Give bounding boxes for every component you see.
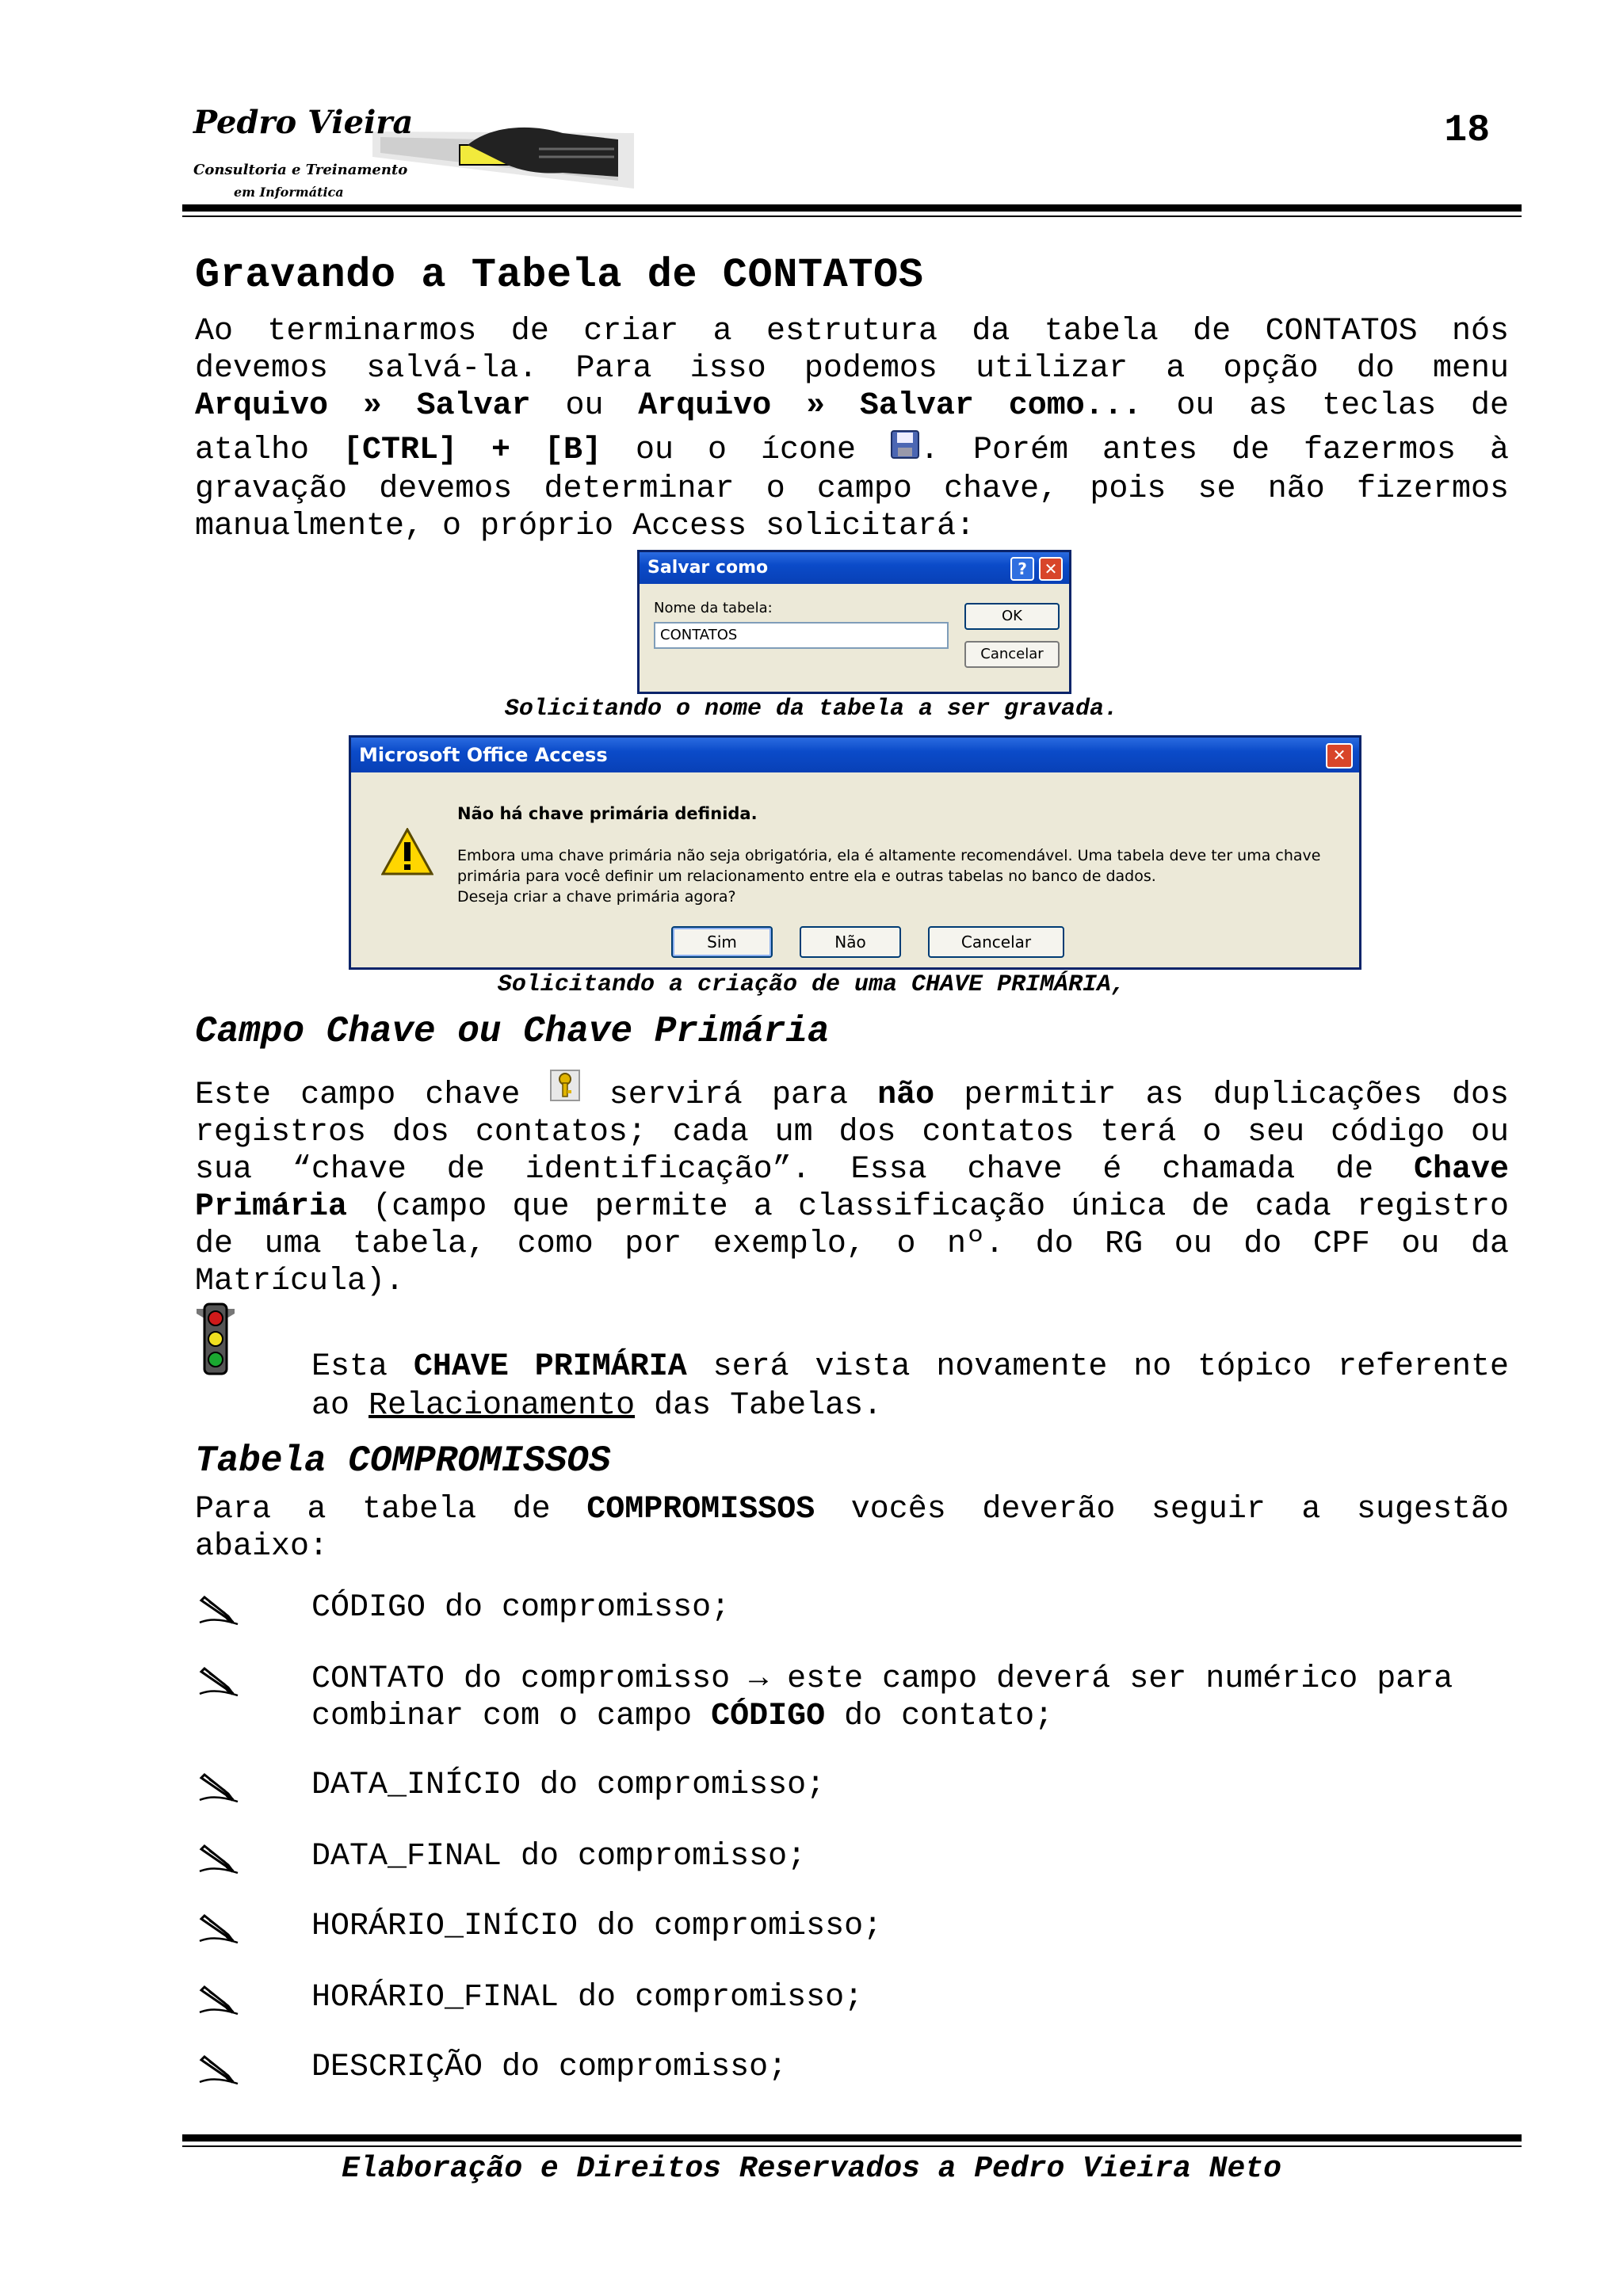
save-as-dialog bbox=[637, 550, 1071, 694]
list-item: DATA_INÍCIO do compromisso; bbox=[311, 1768, 826, 1803]
yes-button[interactable]: Sim bbox=[671, 926, 773, 958]
relationship-link[interactable]: Relacionamento bbox=[369, 1388, 636, 1424]
header-rule-thin bbox=[182, 215, 1522, 217]
section-title-gravando: Gravando a Tabela de CONTATOS bbox=[195, 252, 924, 299]
dialog-title-bar bbox=[351, 738, 1359, 772]
close-button[interactable]: ✕ bbox=[1039, 557, 1063, 581]
dialog-title: Salvar como bbox=[647, 558, 769, 578]
arrow-icon: → bbox=[749, 1661, 769, 1697]
paragraph-campo-chave bbox=[195, 1070, 1509, 1300]
primary-key-icon bbox=[550, 1070, 580, 1112]
writing-hand-icon bbox=[198, 1984, 239, 2016]
caption-save-dialog: Solicitando o nome da tabela a ser gravada. bbox=[504, 696, 1119, 723]
footer-rule-thin bbox=[182, 2145, 1522, 2147]
text-line: devemos salvá-la. Para isso podemos utilizar a opção do menu bbox=[195, 351, 1509, 387]
paragraph-compromissos bbox=[195, 1491, 1509, 1566]
company-logo bbox=[190, 101, 634, 204]
text-line: manualmente, o próprio Access solicitará: bbox=[195, 509, 976, 544]
writing-hand-icon bbox=[198, 1913, 239, 1944]
list-item: HORÁRIO_INÍCIO do compromisso; bbox=[311, 1909, 883, 1944]
logo-name: Pedro Vieira bbox=[193, 104, 414, 141]
list-item: CONTATO do compromisso → este campo deverá ser numérico para combinar com o campo CÓDIGO do contato; bbox=[311, 1661, 1453, 1734]
dialog-body-line: primária para você definir um relacionamento entre ela e outras tabelas no banco de dados. bbox=[457, 868, 1156, 885]
paragraph-gravando bbox=[195, 313, 1509, 545]
close-button[interactable]: ✕ bbox=[1326, 743, 1353, 769]
text-line: gravação devemos determinar o campo chave, pois se não fizermos bbox=[195, 471, 1509, 507]
writing-hand-icon bbox=[198, 1843, 239, 1875]
text-line: Primária (campo que permite a classificação única de cada registro bbox=[195, 1189, 1509, 1225]
list-item: DATA_FINAL do compromisso; bbox=[311, 1839, 807, 1875]
text-line: Arquivo » Salvar ou Arquivo » Salvar como... ou as teclas de bbox=[195, 388, 1509, 424]
footer-rule bbox=[182, 2134, 1522, 2142]
header-rule bbox=[182, 204, 1522, 212]
text-line: Para a tabela de COMPROMISSOS vocês deverão seguir a sugestão bbox=[195, 1492, 1509, 1527]
cancel-button[interactable]: Cancelar bbox=[964, 641, 1060, 668]
writing-hand-icon bbox=[198, 1594, 239, 1626]
warning-icon bbox=[381, 828, 433, 879]
dialog-body-line: Deseja criar a chave primária agora? bbox=[457, 888, 736, 906]
save-icon bbox=[890, 429, 920, 471]
text-line: Ao terminarmos de criar a estrutura da tabela de CONTATOS nós bbox=[195, 314, 1509, 349]
dialog-title: Microsoft Office Access bbox=[359, 744, 608, 766]
table-name-input[interactable]: CONTATOS bbox=[654, 622, 949, 649]
list-item: CÓDIGO do compromisso; bbox=[311, 1590, 731, 1626]
writing-hand-icon bbox=[198, 1772, 239, 1803]
page-number: 18 bbox=[1444, 109, 1490, 152]
table-name-label: Nome da tabela: bbox=[654, 600, 773, 616]
dialog-title-bar bbox=[640, 552, 1069, 584]
no-button[interactable]: Não bbox=[800, 926, 901, 958]
section-title-compromissos: Tabela COMPROMISSOS bbox=[195, 1440, 611, 1482]
text-line: Esta CHAVE PRIMÁRIA será vista novamente no tópico referente bbox=[311, 1349, 1509, 1385]
text-line: sua “chave de identificação”. Essa chave é chamada de Chave bbox=[195, 1152, 1509, 1188]
text-line: Este campo chave servirá para não permitir as duplicações dos bbox=[195, 1070, 1509, 1114]
writing-hand-icon bbox=[198, 1665, 239, 1697]
caption-access-dialog: Solicitando a criação de uma CHAVE PRIMÁRIA, bbox=[497, 971, 1126, 998]
note-paragraph bbox=[311, 1348, 1509, 1425]
traffic-light-icon bbox=[193, 1302, 238, 1379]
dialog-heading: Não há chave primária definida. bbox=[457, 804, 758, 823]
text-line: atalho [CTRL] + [B] ou o ícone . Porém antes de fazermos à bbox=[195, 429, 1509, 471]
text-line: de uma tabela, como por exemplo, o nº. do RG ou do CPF ou da bbox=[195, 1226, 1509, 1262]
help-button[interactable]: ? bbox=[1010, 557, 1034, 581]
section-title-campo-chave: Campo Chave ou Chave Primária bbox=[195, 1011, 830, 1052]
text-line: ao Relacionamento das Tabelas. bbox=[311, 1388, 883, 1424]
writing-hand-icon bbox=[198, 2054, 239, 2085]
ok-button[interactable]: OK bbox=[964, 603, 1060, 630]
text-line: Matrícula). bbox=[195, 1264, 405, 1299]
list-item: DESCRIÇÃO do compromisso; bbox=[311, 2050, 788, 2085]
text-line: registros dos contatos; cada um dos contatos terá o seu código ou bbox=[195, 1115, 1509, 1150]
list-item: HORÁRIO_FINAL do compromisso; bbox=[311, 1980, 864, 2016]
dialog-body-line: Embora uma chave primária não seja obrigatória, ela é altamente recomendável. Uma tabela deve ter uma chave bbox=[457, 847, 1321, 864]
footer-text: Elaboração e Direitos Reservados a Pedro Vieira Neto bbox=[342, 2152, 1281, 2186]
access-primary-key-dialog bbox=[349, 735, 1361, 970]
cancel-button[interactable]: Cancelar bbox=[928, 926, 1064, 958]
logo-tagline-1: Consultoria e Treinamento bbox=[193, 162, 408, 178]
text-line: abaixo: bbox=[195, 1529, 329, 1565]
logo-tagline-2: em Informática bbox=[234, 185, 344, 200]
